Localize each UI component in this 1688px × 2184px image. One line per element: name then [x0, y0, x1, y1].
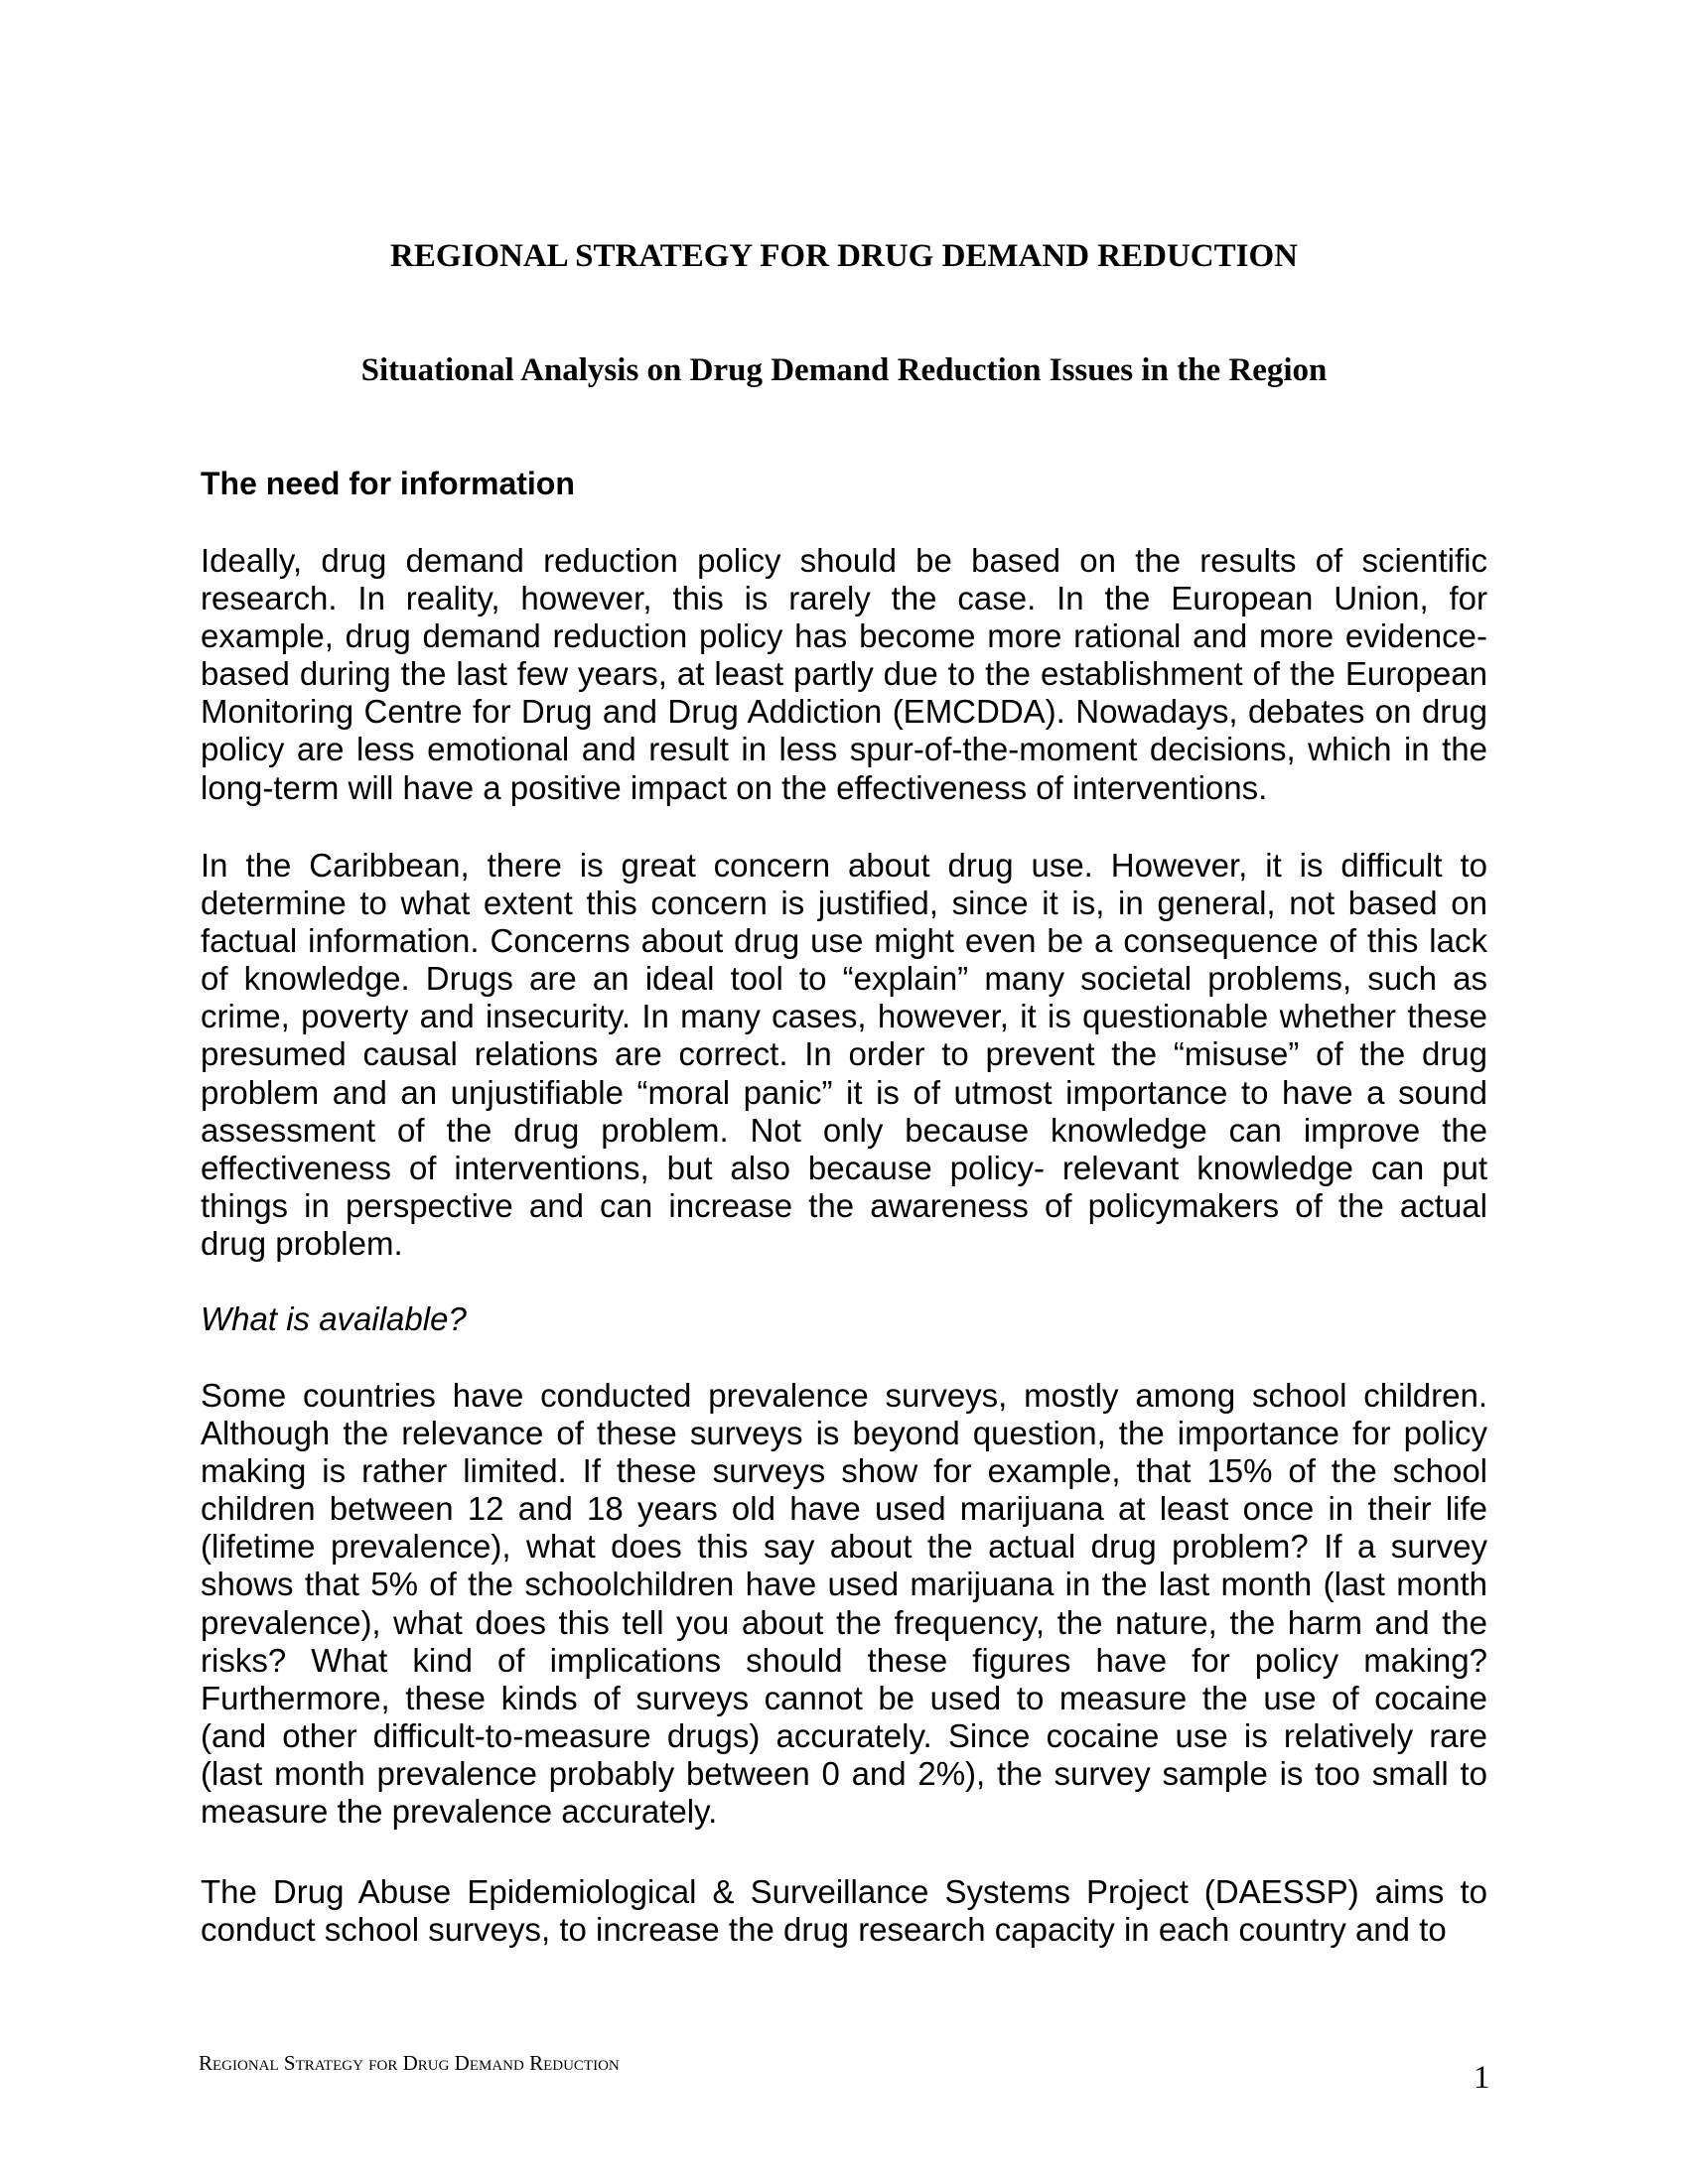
paragraph-line: things in perspective and can increase the awareness of policymakers of the actual	[201, 1186, 1487, 1224]
paragraph-line: long-term will have a positive impact on the effectiveness of interventions.	[201, 768, 1268, 806]
paragraph-line: Although the relevance of these surveys is beyond question, the importance for policy	[201, 1415, 1487, 1452]
paragraph-line: presumed causal relations are correct. In order to prevent the “misuse” of the drug	[201, 1035, 1487, 1073]
paragraph-line: (and other difficult-to-measure drugs) accurately. Since cocaine use is relatively rare	[201, 1716, 1487, 1754]
document-title: REGIONAL STRATEGY FOR DRUG DEMAND REDUCTION	[390, 238, 1298, 274]
paragraph-1	[201, 542, 1487, 807]
paragraph-line: risks? What kind of implications should these figures have for policy making?	[201, 1641, 1487, 1679]
paragraph-line: Some countries have conducted prevalence surveys, mostly among school children.	[201, 1377, 1487, 1414]
page-footer-running-title: Regional Strategy for Drug Demand Reduction	[199, 2051, 620, 2075]
document-subtitle: Situational Analysis on Drug Demand Reduction Issues in the Region	[360, 352, 1328, 388]
paragraph-line: problem and an unjustifiable “moral panic” it is of utmost importance to have a sound	[201, 1073, 1487, 1111]
paragraph-line: of knowledge. Drugs are an ideal tool to “explain” many societal problems, such as	[201, 960, 1487, 998]
paragraph-line: (lifetime prevalence), what does this say about the actual drug problem? If a survey	[201, 1528, 1487, 1566]
paragraph-2	[201, 847, 1487, 1263]
paragraph-line: assessment of the drug problem. Not only because knowledge can improve the	[201, 1111, 1487, 1149]
paragraph-line: example, drug demand reduction policy has become more rational and more evidence-	[201, 617, 1487, 655]
paragraph-line: prevalence), what does this tell you about the frequency, the nature, the harm and the	[201, 1603, 1487, 1641]
paragraph-line: drug problem.	[201, 1224, 403, 1262]
paragraph-line: measure the prevalence accurately.	[201, 1793, 718, 1831]
paragraph-line: children between 12 and 18 years old have used marijuana at least once in their life	[201, 1490, 1487, 1528]
paragraph-line: research. In reality, however, this is rarely the case. In the European Union, for	[201, 580, 1487, 617]
paragraph-line: making is rather limited. If these surveys show for example, that 15% of the school	[201, 1452, 1487, 1490]
paragraph-line: factual information. Concerns about drug use might even be a consequence of this lack	[201, 922, 1487, 960]
paragraph-line: based during the last few years, at least partly due to the establishment of the European	[201, 655, 1487, 693]
paragraph-line: (last month prevalence probably between 0 and 2%), the survey sample is too small to	[201, 1754, 1487, 1792]
paragraph-line: determine to what extent this concern is justified, since it is, in general, not based on	[201, 885, 1487, 922]
paragraph-line: In the Caribbean, there is great concern about drug use. However, it is difficult to	[201, 847, 1487, 884]
paragraph-3	[201, 1377, 1487, 1831]
paragraph-line: conduct school surveys, to increase the drug research capacity in each country and to	[201, 1911, 1447, 1949]
paragraph-line: Ideally, drug demand reduction policy should be based on the results of scientific	[201, 542, 1487, 579]
paragraph-line: Monitoring Centre for Drug and Drug Addiction (EMCDDA). Nowadays, debates on drug	[201, 693, 1487, 731]
paragraph-line: shows that 5% of the schoolchildren have used marijuana in the last month (last month	[201, 1566, 1487, 1603]
paragraph-4	[201, 1873, 1487, 1949]
paragraph-line: crime, poverty and insecurity. In many cases, however, it is questionable whether these	[201, 998, 1487, 1035]
paragraph-line: The Drug Abuse Epidemiological & Surveillance Systems Project (DAESSP) aims to	[201, 1873, 1487, 1910]
page-number: 1	[1474, 2060, 1490, 2096]
paragraph-line: policy are less emotional and result in less spur-of-the-moment decisions, which in the	[201, 731, 1487, 768]
paragraph-line: effectiveness of interventions, but also because policy- relevant knowledge can put	[201, 1149, 1487, 1186]
paragraph-line: Furthermore, these kinds of surveys cannot be used to measure the use of cocaine	[201, 1679, 1487, 1716]
subsection-heading: What is available?	[201, 1300, 467, 1337]
section-heading: The need for information	[201, 466, 575, 501]
